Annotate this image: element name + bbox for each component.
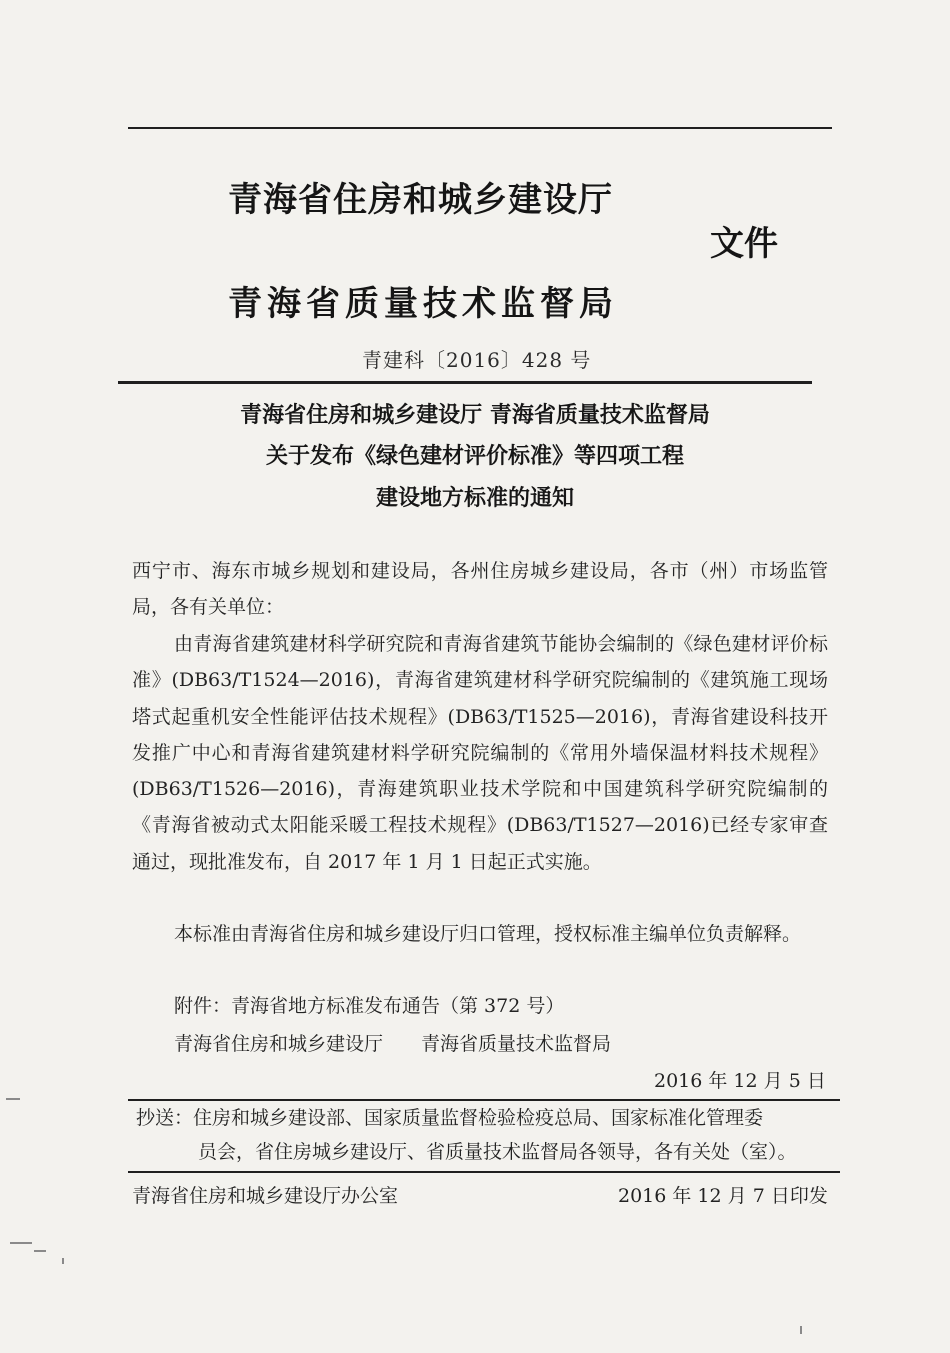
notice-title-line-3: 建设地方标准的通知 xyxy=(375,485,574,511)
body-paragraph-1: 由青海省建筑建材科学研究院和青海省建筑节能协会编制的《绿色建材评价标准》(DB63/T1524—2016)，青海省建筑建材科学研究院编制的《建筑施工现场塔式起重机安全性能评估技术规程》(DB63/T1525—2016)，青海省建设科技开发推广中心和青海省建筑建材料学研究院编制的《常用外墙保温材料技术规程》(DB63/T1526—2016)，青海建筑职业技术学院和中国建筑科学研究院编制的《青海省被动式太阳能采暖工程技术规程》(DB63/T1527—2016)已经专家审查通过，现批准发布，自 2017 年 1 月 1 日起正式实施。 xyxy=(132,633,828,873)
scan-speck xyxy=(34,1250,46,1252)
attachment-note: 附件：青海省地方标准发布通告（第 372 号） xyxy=(174,995,565,1017)
cc-line-1: 抄送：住房和城乡建设部、国家质量监督检验检疫总局、国家标准化管理委 xyxy=(136,1107,764,1129)
document-number: 青建科〔2016〕428 号 xyxy=(362,348,592,372)
body-paragraph-2: 本标准由青海省住房和城乡建设厅归口管理，授权标准主编单位负责解释。 xyxy=(174,923,802,945)
issue-date: 2016 年 12 月 5 日 xyxy=(654,1070,826,1092)
addressee: 西宁市、海东市城乡规划和建设局，各州住房城乡建设局，各市（州）市场监管局，各有关单位： xyxy=(132,560,828,619)
notice-title-line-2: 关于发布《绿色建材评价标准》等四项工程 xyxy=(265,443,684,469)
notice-title-line-1: 青海省住房和城乡建设厅 青海省质量技术监督局 xyxy=(240,402,710,428)
issuing-office: 青海省住房和城乡建设厅办公室 xyxy=(132,1185,399,1207)
footer-rule-top xyxy=(128,1099,840,1101)
footer-rule-bottom xyxy=(128,1171,840,1173)
signatories: 青海省住房和城乡建设厅 青海省质量技术监督局 xyxy=(174,1033,612,1055)
header-rule xyxy=(118,381,812,384)
doc-type-label: 文件 xyxy=(710,224,778,264)
top-rule xyxy=(128,127,832,129)
scan-speck xyxy=(6,1098,20,1100)
scan-speck xyxy=(800,1326,802,1334)
print-date: 2016 年 12 月 7 日印发 xyxy=(618,1185,828,1207)
scan-speck xyxy=(10,1242,32,1244)
issuer-housing-dept: 青海省住房和城乡建设厅 xyxy=(228,180,613,220)
scan-speck xyxy=(62,1258,64,1264)
issuer-quality-bureau: 青海省质量技术监督局 xyxy=(228,284,618,324)
cc-line-2: 员会，省住房城乡建设厅、省质量技术监督局各领导，各有关处（室）。 xyxy=(198,1141,797,1163)
